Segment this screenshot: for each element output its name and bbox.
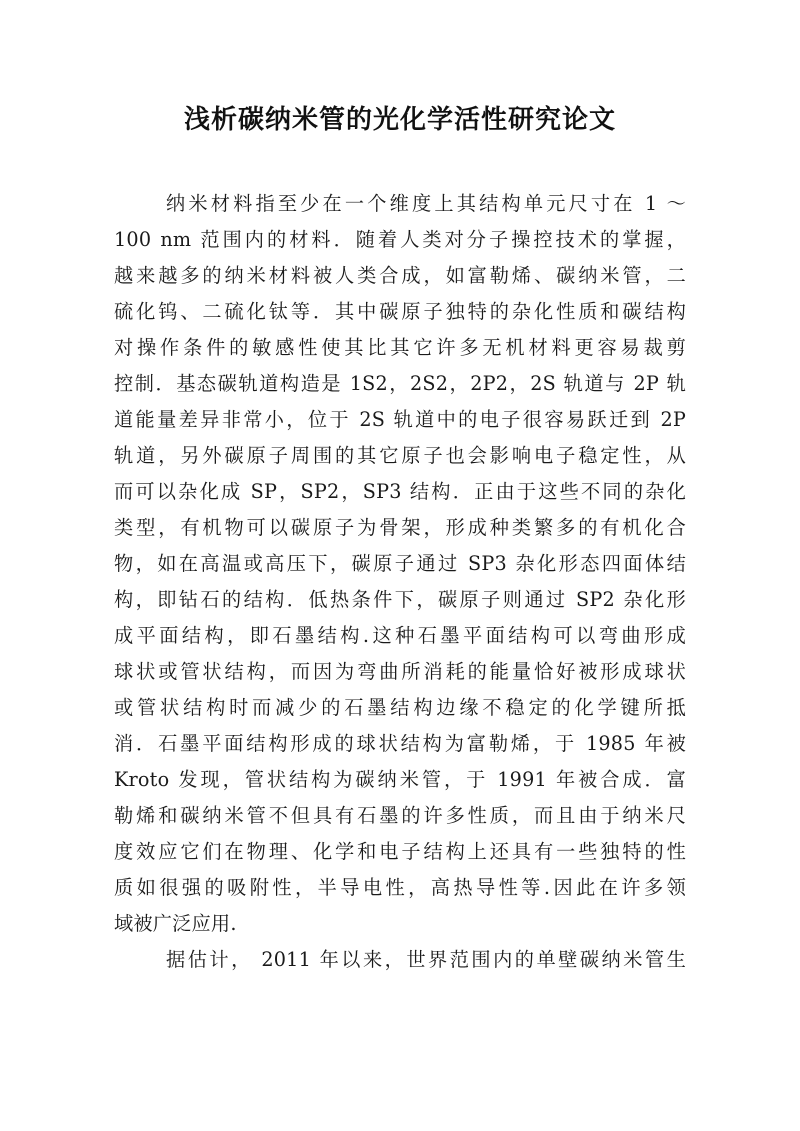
text-line: 越来越多的纳米材料被人类合成，如富勒烯、碳纳米管，二 <box>114 264 686 287</box>
text-line: 度效应它们在物理、化学和电子结构上还具有一些独特的性 <box>114 840 686 863</box>
text-line: 勒烯和碳纳米管不但具有石墨的许多性质，而且由于纳米尺 <box>114 804 686 827</box>
text-line: 消．石墨平面结构形成的球状结构为富勒烯，于 1985 年被 <box>114 732 686 755</box>
text-line: 构，即钻石的结构．低热条件下，碳原子则通过 SP2 杂化形 <box>114 588 686 611</box>
text-line: 纳米材料指至少在一个维度上其结构单元尺寸在 1 ～ <box>166 192 686 215</box>
text-line: 类型，有机物可以碳原子为骨架，形成种类繁多的有机化合 <box>114 516 686 539</box>
text-line: 道能量差异非常小，位于 2S 轨道中的电子很容易跃迁到 2P <box>114 408 686 431</box>
text-line: 硫化钨、二硫化钛等．其中碳原子独特的杂化性质和碳结构 <box>114 300 686 323</box>
text-line: 球状或管状结构，而因为弯曲所消耗的能量恰好被形成球状 <box>114 660 686 683</box>
text-line: 成平面结构，即石墨结构.这种石墨平面结构可以弯曲形成 <box>114 624 686 647</box>
text-line: 或管状结构时而减少的石墨结构边缘不稳定的化学键所抵 <box>114 696 686 719</box>
document-title: 浅析碳纳米管的光化学活性研究论文 <box>183 105 616 135</box>
text-line: 域被广泛应用. <box>114 912 237 935</box>
text-line: 100 nm 范围内的材料．随着人类对分子操控技术的掌握， <box>114 228 686 251</box>
text-line: 轨道，另外碳原子周围的其它原子也会影响电子稳定性，从 <box>114 444 686 467</box>
text-line: 控制．基态碳轨道构造是 1S2，2S2，2P2，2S 轨道与 2P 轨 <box>114 372 686 395</box>
text-line: Kroto 发现，管状结构为碳纳米管，于 1991 年被合成．富 <box>114 768 686 791</box>
paragraph-1 <box>114 186 686 942</box>
text-line: 而可以杂化成 SP，SP2，SP3 结构．正由于这些不同的杂化 <box>114 480 686 503</box>
text-line: 质如很强的吸附性，半导电性，高热导性等.因此在许多领 <box>114 876 686 899</box>
document-body <box>114 186 686 978</box>
text-line: 据估计， 2011 年以来，世界范围内的单壁碳纳米管生 <box>166 948 686 971</box>
text-line: 对操作条件的敏感性使其比其它许多无机材料更容易裁剪 <box>114 336 686 359</box>
paragraph-2 <box>114 942 686 978</box>
text-line: 物，如在高温或高压下，碳原子通过 SP3 杂化形态四面体结 <box>114 552 686 575</box>
